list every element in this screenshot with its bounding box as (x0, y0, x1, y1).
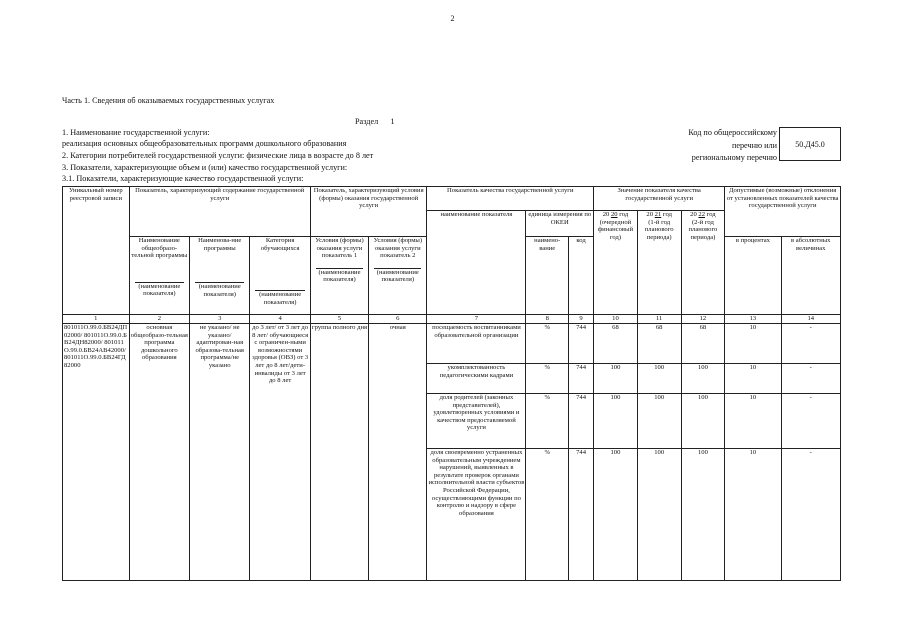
cell-percent: 10 (725, 449, 781, 581)
col-name-title: Наименова-ние программы (198, 237, 242, 252)
cell-unit: % (526, 364, 569, 394)
table-row (63, 324, 841, 364)
colnum: 5 (310, 315, 368, 324)
cell-indicator: доля своевременно устраненных образовательным учреждением нарушений, выявленных в результате проверок органами исполнительной власти субъектов Российской Федерации, осуществляющими функции по контролю и надзору в сфере образования (427, 449, 526, 581)
cell-unit: % (526, 449, 569, 581)
col-category-title: Категория обучающихся (260, 237, 300, 252)
year3-suffix: год (706, 211, 716, 218)
year1-number: 20 (610, 211, 618, 218)
page-number: 2 (450, 14, 455, 23)
cell-v1: 100 (594, 364, 638, 394)
col-cond1-sub: (наименование показателя) (318, 268, 361, 284)
year1-suffix: год (619, 211, 629, 218)
hdr-dev-percent: в процентах (725, 237, 781, 315)
hdr-unit-code: код (569, 237, 594, 315)
cell-v1: 100 (594, 449, 638, 581)
col-cond1-title: Условия (формы) оказания услуги показатель 1 (315, 237, 364, 260)
cell-indicator: посещаемость воспитанниками образовательной организации (427, 324, 526, 364)
cell-percent: 10 (725, 394, 781, 449)
hdr-values: Значение показателя качества государственной услуги (594, 187, 725, 211)
hdr-deviation: Допустимые (возможные) отклонения от установленных показателей качества государственной услуги (726, 187, 839, 210)
hdr-year1 (594, 211, 638, 315)
cell-v2: 100 (637, 394, 681, 449)
cell-indicator: укомплектованность педагогическими кадрами (427, 364, 526, 394)
cell-v3: 100 (681, 394, 725, 449)
cell-code: 744 (569, 364, 594, 394)
quality-table (62, 186, 841, 581)
year1-prefix: 20 (602, 211, 610, 218)
cell-absolute: - (781, 449, 840, 581)
cell-program-name: не указано/ не указано/ адаптирован-ная образова-тельная программа/не указано (190, 324, 250, 581)
service-name-label: 1. Наименование государственной услуги: (62, 128, 210, 137)
cell-v3: 100 (681, 449, 725, 581)
cell-unit: % (526, 394, 569, 449)
hdr-col-cond2 (369, 237, 427, 315)
colnum: 4 (250, 315, 310, 324)
indicators-heading: 3. Показатели, характеризующие объем и (или) качество государственной услуги: (62, 163, 348, 172)
col-cond2-title: Условия (формы) оказания услуги показатель 2 (373, 237, 423, 260)
cell-v1: 68 (594, 324, 638, 364)
hdr-year2 (637, 211, 681, 315)
year3-number: 22 (698, 211, 705, 218)
cell-condition2: очная (369, 324, 427, 581)
cell-percent: 10 (725, 364, 781, 394)
cell-percent: 10 (725, 324, 781, 364)
cell-v1: 100 (594, 394, 638, 449)
hdr-deviation-spacer (725, 211, 841, 237)
hdr-year3 (681, 211, 725, 315)
registry-code-box: 50.Д45.0 (779, 127, 841, 161)
hdr-indicator-name: наименование показателя (427, 211, 526, 315)
hdr-quality: Показатель качества государственной услуги (427, 187, 594, 211)
hdr-registry: Уникальный номер реестровой записи (63, 187, 130, 315)
colnum: 14 (781, 315, 840, 324)
year3-sub: (2-й год планового периода) (688, 218, 718, 241)
col-program-title: Наименование общеобразо-тельной программы (131, 237, 188, 260)
cell-v2: 68 (637, 324, 681, 364)
hdr-col-program (129, 237, 189, 315)
col-cond2-sub: (наименование показателя) (376, 268, 419, 284)
cell-unit: % (526, 324, 569, 364)
hdr-content-spacer (129, 211, 310, 237)
colnum: 7 (427, 315, 526, 324)
colnum: 13 (725, 315, 781, 324)
colnum: 11 (637, 315, 681, 324)
cell-v2: 100 (637, 449, 681, 581)
col-name-sub: (наименование показателя) (198, 283, 241, 298)
colnum: 2 (129, 315, 189, 324)
colnum: 12 (681, 315, 725, 324)
cell-v3: 68 (681, 324, 725, 364)
col-category-sub: (наименование показателя) (259, 291, 302, 306)
colnum: 6 (369, 315, 427, 324)
section-word: Раздел (355, 117, 379, 126)
colnum: 3 (190, 315, 250, 324)
code-label-a: Код по общероссийскому (688, 128, 777, 137)
code-label-c: региональному перечню (691, 153, 777, 162)
cell-program: основная общеобразо-тельная программа дошкольного образования (129, 324, 189, 581)
cell-indicator: доля родителей (законных представителей), удовлетворенных условиями и качеством предоставляемой услуги (427, 394, 526, 449)
section-label (355, 117, 395, 127)
service-name-value: реализация основных общеобразовательных программ дошкольного образования (62, 139, 347, 148)
hdr-col-name (190, 237, 250, 315)
hdr-content: Показатель, характеризующий содержание государственной услуги (129, 187, 310, 211)
colnum: 10 (594, 315, 638, 324)
cell-registry: 801011О.99.0.БВ24ДП02000/ 801011О.99.0.БВ24ДН82000/ 801011О.99.0.БВ24АВ42000/ 801011О.99.0.БВ24ГД82000 (63, 324, 130, 581)
quality-indicators-heading: 3.1. Показатели, характеризующие качество государственной услуги: (62, 174, 304, 183)
section-number: 1 (390, 117, 395, 126)
hdr-col-category (250, 237, 310, 315)
hdr-col-cond1 (310, 237, 368, 315)
colnum: 1 (63, 315, 130, 324)
hdr-conditions-spacer (310, 211, 427, 237)
cell-absolute: - (781, 324, 840, 364)
year2-prefix: 20 (646, 211, 654, 218)
cell-absolute: - (781, 364, 840, 394)
consumer-category: 2. Категории потребителей государственной услуги: физические лица в возрасте до 8 лет (62, 151, 374, 160)
cell-v3: 100 (681, 364, 725, 394)
cell-code: 744 (569, 449, 594, 581)
column-numbers-row (63, 315, 841, 324)
year1-sub: (очередной финансовый год) (597, 218, 633, 241)
year2-sub: (1-й год планового периода) (644, 218, 674, 241)
year3-prefix: 20 (690, 211, 697, 218)
cell-code: 744 (569, 394, 594, 449)
cell-code: 744 (569, 324, 594, 364)
year2-suffix: год (662, 211, 672, 218)
hdr-conditions: Показатель, характеризующий условия (формы) оказания государственной услуги (310, 187, 427, 211)
year2-number: 21 (654, 211, 662, 218)
hdr-dev-absolute: в абсолютных величинах (781, 237, 840, 315)
code-label-b: перечню или (731, 141, 777, 150)
colnum: 8 (526, 315, 569, 324)
cell-v2: 100 (637, 364, 681, 394)
cell-category: до 3 лет/ от 3 лет до 8 лет/ обучающиеся с ограничен-ными возможностями здоровья (ОВЗ) от 3 лет до 8 лет/дети-инвалиды от 3 лет до 8 лет (250, 324, 310, 581)
hdr-unit: единица измерения по ОКЕИ (526, 211, 594, 237)
cell-absolute: - (781, 394, 840, 449)
colnum: 9 (569, 315, 594, 324)
col-program-sub: (наименование показателя) (138, 282, 181, 298)
part-title: Часть 1. Сведения об оказываемых государственных услугах (62, 96, 275, 105)
cell-condition1: группа полного дня (310, 324, 368, 581)
hdr-unit-name: наимено-вание (526, 237, 569, 315)
